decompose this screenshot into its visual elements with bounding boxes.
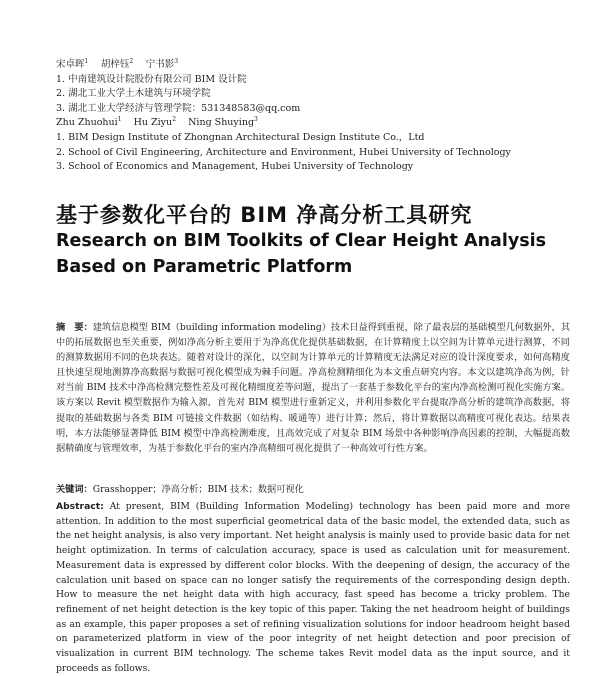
author-superscript: 2 [172,116,177,124]
author-name: 宋卓晖 [56,59,85,70]
keywords-text: Grasshopper；净高分析；BIM 技术；数据可视化 [92,484,304,495]
abstract-zh-text: 建筑信息模型 BIM（building information modeling）技术日益得到重视，除了最表层的基础模型几何数据外，其中的拓展数据也至关重要，例如净高分析主要用于为净高优化提供基础数据，在计算精度上以空间为计算单元进行测算，不同的测算数据用不同的色块表达。随着对设计的深化，以空间为计算单元的计算精度无法满足对应的设计深度要求，如何高精度且快速呈现地测算净高数据与数据可视化模型成为棘手问题。净高检测精细化为本文重点研究内容。本文以建筑净高为例，针对当前 BIM 技术中净高检测完整性差及可视化精细度差等问题，提出了一套基于参数化平台的室内净高检测可视化实施方案。该方案以 Revit 模型数据作为输入源，首先对 BIM 模型进行重新定义，并利用参数化平台提取净高分析的建筑净高数据，将提取的基础数据与各类 BIM 可链接文件数据（如结构、暖通等）进行计算；然后，将计算数据以高精度可视化表达。结果表明，本方法能够显著降低 BIM 模型中净高检测难度，且高效完成了对复杂 BIM 场景中各种影响净高因素的控制，大幅提高数据精确度与管理效率，为基于参数化平台的室内净高精细可视化提供了一种高效可行性方案。 [56,322,571,454]
author-superscript: 3 [254,116,258,124]
author-name: 胡梓钰 [100,59,130,70]
authors-en [56,116,576,131]
author-superscript: 3 [174,57,179,65]
title-english [56,228,586,280]
abstract-en-text: At present, BIM (Building Information Modeling) technology has been paid more and more attention. In addition to the most superficial geometrical data of the basic model, the extended data, such as the net height analysis, is also very important. Net height analysis is mainly used to provide basic data for net height optimization. In terms of calculation accuracy, space is used as calculation unit for measurement. Measurement data is expressed by different color blocks. With the deepening of design, the accuracy of the calculation unit based on space can no longer satisfy the requirements of the corresponding design depth. How to measure the net height data with high accuracy, fast speed has become a tricky problem. The refinement of net height detection is the key topic of this paper. Taking the net headroom height of buildings as an example, this paper proposes a set of refining visualization solutions for indoor headroom height based on parameterized platform in view of the poor integrity of net height detection and poor precision of visualization in current BIM technology. The scheme takes Revit model data as the input source, and it proceeds as follows. [56,501,571,674]
author-name: Hu Ziyu [133,117,173,129]
author-superscript: 1 [84,57,89,65]
abstract-english [56,500,570,676]
authors-zh [56,58,576,73]
author-name: 宁书影 [145,59,175,70]
author-name: Zhu Zhuohui [56,117,118,129]
abstract-zh-label: 摘 要： [56,322,93,333]
keywords-chinese [56,483,570,497]
affiliation-zh-1: 1. 中南建筑设计院股份有限公司 BIM 设计院 [56,73,247,85]
keywords-label: 关键词： [56,484,93,495]
affiliation-en-1: 1. BIM Design Institute of Zhongnan Architectural Design Institute Co.，Ltd [56,131,425,143]
title-english-line-1: Research on BIM Toolkits of Clear Height Analysis [56,231,547,251]
abstract-en-label: Abstract: [56,501,104,512]
title-english-line-2: Based on Parametric Platform [56,257,353,277]
affiliation-zh-3: 3. 湖北工业大学经济与管理学院：531348583@qq.com [56,102,301,114]
abstract-chinese [56,320,570,456]
author-name: Ning Shuying [188,117,255,129]
author-affiliation-block [56,58,576,175]
author-superscript: 2 [129,57,134,65]
affiliation-en-3: 3. School of Economics and Management, Hubei University of Technology [56,161,414,173]
author-superscript: 1 [117,116,122,124]
affiliation-zh-2: 2. 湖北工业大学土木建筑与环境学院 [56,88,211,100]
title-chinese: 基于参数化平台的 BIM 净高分析工具研究 [56,203,473,227]
affiliation-en-2: 2. School of Civil Engineering, Architecture and Environment, Hubei University of Technology [56,146,511,158]
